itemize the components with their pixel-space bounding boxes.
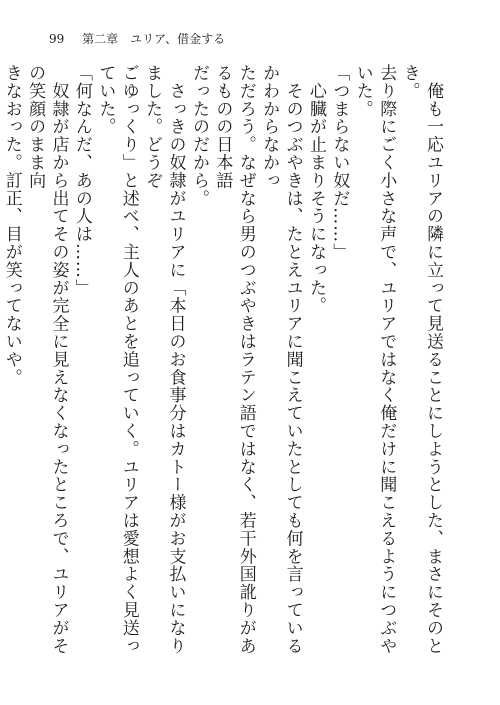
text-line: ごゆっくり」と述べ、主人のあとを追っていく。ユリアは愛想よく見送っていた。 (95, 64, 139, 655)
text-line: 俺も一応ユリアの隣に立って見送ることにしようとした、まさにそのとき。 (399, 64, 443, 655)
text-line: ただろう。なぜなら男のつぶやきはラテン語ではなく、若干外国訛りがあるものの日本語 (212, 64, 256, 655)
text-line: 「つまらない奴だ……」 (329, 64, 350, 261)
text-line: 「何なんだ、あの人は……」 (71, 64, 92, 297)
running-header (49, 30, 225, 47)
text-line: 去り際にごく小さな声で、ユリアではなく俺だけに聞こえるようにつぶやいた。 (352, 64, 397, 655)
text-line: 心臓が止まりそうになった。 (305, 64, 326, 315)
text-line: きなおった。訂正、目が笑ってないや。 (1, 64, 22, 387)
page-number: 99 (49, 32, 65, 46)
text-line: だったのだから。 (188, 64, 209, 208)
chapter-title: 第二章 ユリア、借金する (82, 32, 226, 46)
text-line: 奴隷が店から出てその姿が完全に見えなくなったところで、ユリアがその笑顔のまま向 (25, 64, 69, 655)
vertical-body-text (1, 64, 444, 662)
text-line: さっきの奴隷がユリアに「本日のお食事分はカトー様がお支払いになりました。どうぞ (142, 64, 186, 655)
text-line: そのつぶやきは、たとえユリアに聞こえていたとしても何を言っているかわからなかっ (259, 64, 303, 655)
